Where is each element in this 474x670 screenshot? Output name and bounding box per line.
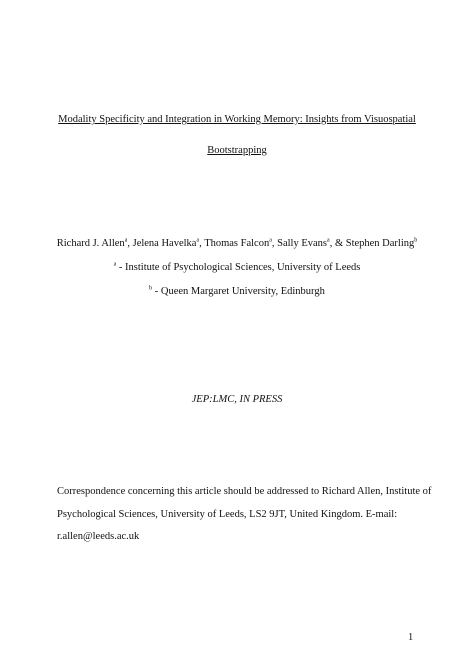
title-line-1: Modality Specificity and Integration in Working Memory: Insights from Visuospatial [58, 114, 416, 125]
affiliation-mark: b [149, 285, 153, 292]
correspondence-line-1: Correspondence concerning this article should be addressed to Richard Allen, Institute of [57, 486, 432, 497]
author-affiliation-mark: a [327, 237, 330, 244]
page-number: 1 [408, 632, 414, 643]
author-name: Richard J. Allen [56, 238, 125, 249]
affiliation-mark: a [113, 261, 117, 268]
correspondence-email[interactable]: r.allen@leeds.ac.uk [57, 531, 140, 542]
journal-status: JEP:LMC, IN PRESS [191, 394, 283, 405]
author-name: Thomas Falcon [204, 238, 270, 249]
author-affiliation-mark: a [269, 237, 272, 244]
affiliation-text: - Institute of Psychological Sciences, University of Leeds [116, 262, 361, 273]
author-separator: , & [329, 238, 346, 249]
affiliation-a [20, 262, 454, 273]
correspondence-line-2: Psychological Sciences, University of Leeds, LS2 9JT, United Kingdom. E-mail: [57, 509, 398, 520]
author-affiliation-mark: a [124, 237, 128, 244]
author-name: Sally Evans [277, 238, 328, 249]
author-affiliation-mark: a [196, 237, 200, 244]
author-affiliation-mark: b [414, 237, 418, 244]
author-name: Jelena Havelka [132, 238, 197, 249]
author-name: Stephen Darling [345, 238, 415, 249]
author-separator: , [199, 238, 205, 249]
title-line-2: Bootstrapping [207, 145, 267, 156]
author-separator: , [127, 238, 133, 249]
affiliation-b [20, 286, 454, 297]
author-separator: , [271, 238, 278, 249]
author-list [20, 238, 454, 249]
affiliation-text: - Queen Margaret University, Edinburgh [152, 286, 325, 297]
